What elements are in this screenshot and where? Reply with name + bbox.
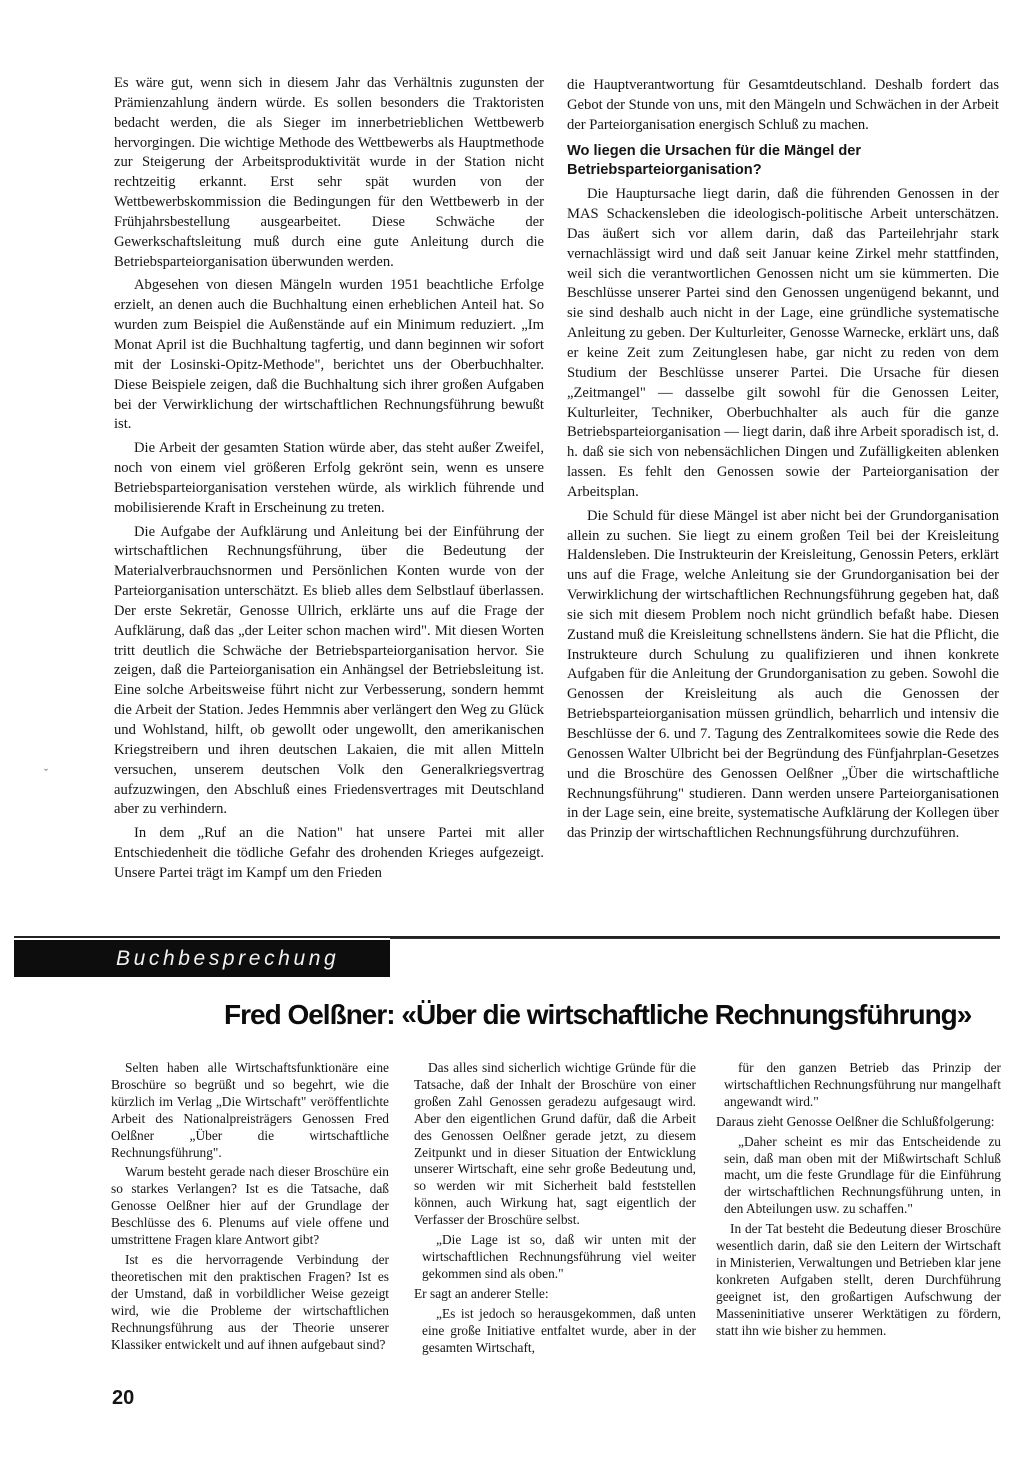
divider-rule-thin: [390, 938, 1000, 939]
paragraph: Er sagt an anderer Stelle:: [414, 1285, 549, 1301]
paragraph: Warum besteht gerade nach dieser Broschüre ein so starkes Verlangen? Ist es die Tatsache, daß Genosse Oelßner hier auf der Grundlage der Beschlüsse des 6. Plenums auf viele offene und umstrittene Fragen klare Antwort gibt?: [111, 1164, 389, 1248]
review-column-3: [716, 1060, 1001, 1343]
quote-paragraph: „Die Lage ist so, daß wir unten mit der wirtschaftlichen Rechnungsführung viel weiter gekommen sind als oben.": [422, 1232, 696, 1281]
paragraph: Ist es die hervorragende Verbindung der theoretischen mit den praktischen Fragen? Ist es der Umstand, daß in vorbildlicher Weise gezeigt wird, wie die Probleme der wirtschaftlichen Rechnungsführung aus der Theorie unserer Klassiker entwickelt und auf ihnen aufgebaut sind?: [111, 1251, 389, 1352]
quote-paragraph: für den ganzen Betrieb das Prinzip der wirtschaftlichen Rechnungsführung nur mangelhaft angewandt wird.": [724, 1060, 1001, 1109]
section-banner: Buchbesprechung: [14, 940, 390, 977]
paragraph: In dem „Ruf an die Nation" hat unsere Partei mit aller Entschiedenheit die tödliche Gefahr des drohenden Krieges aufgezeigt. Unsere Partei trägt im Kampf um den Frieden: [114, 825, 544, 881]
paragraph: Das alles sind sicherlich wichtige Gründe für die Tatsache, daß der Inhalt der Broschüre von einer großen Zahl Genossen geradezu aufgesaugt wird. Aber den eigentlichen Grund dafür, daß die Arbeit des Genossen Oelßner gerade jetzt, zu diesem Zeitpunkt und in dieser Situation der Entwicklung unserer Wirtschaft, eine sehr große Bedeutung und, so werden wir mit Sicherheit bald feststellen können, auch Wirkung hat, sagt eigentlich der Verfasser der Broschüre selbst.: [414, 1060, 696, 1228]
top-right-column: [567, 76, 999, 848]
quote-paragraph: „Daher scheint es mir das Entscheidende zu sein, daß man oben mit der Mißwirtschaft Schluß macht, um die feste Grundlage für die Einführung der wirtschaftlichen Rechnungsführung unten, in den Abteilungen usw. zu schaffen.": [724, 1133, 1001, 1217]
paragraph: Die Schuld für diese Mängel ist aber nicht bei der Grundorganisation allein zu suchen. Sie liegt zu einem großen Teil bei der Kreisleitung Haldensleben. Die Instrukteurin der Kreisleitung, Genossin Peters, erklärt uns auf die Frage, welche Anleitung sie der Grundorganisation bei der Verwirklichung der wirtschaftlichen Rechnungsführung gegeben hat, daß sie sich mit diesem Problem noch nicht gründlich befaßt habe. Diesen Zustand muß die Kreisleitung schnellstens ändern. Sie hat die Pflicht, die Instrukteure durch Schulung zu qualifizieren und ihnen konkrete Aufgaben für die Anleitung der Grundorganisation zu geben. Sowohl die Genossen der Kreisleitung als auch die Genossen der Betriebsparteiorganisation müssen gründlich, beharrlich und intensiv die Beschlüsse der 6. und 7. Tagung des Zentralkomitees sowie die Rede des Genossen Walter Ulbricht bei der Begründung des Fünfjahrplan-Gesetzes und die Broschüre des Genossen Oelßner „Über die wirtschaftliche Rechnungsführung" studieren. Dann werden unsere Parteiorganisationen in der Lage sein, eine breite, systematische Aufklärung der Kollegen über das Prinzip der wirtschaftlichen Rechnungsführung durchzuführen.: [567, 507, 999, 842]
paragraph: Abgesehen von diesen Mängeln wurden 1951 beachtliche Erfolge erzielt, an denen auch die Buchhaltung einen erheblichen Anteil hat. So wurden zum Beispiel die Außenstände auf ein Minimum reduziert. „Im Monat April ist die Buchhaltung tagfertig, und dann beginnen wir sofort mit der Losinski-Opitz-Methode", berichtet uns der Oberbuchhalter. Diese Beispiele zeigen, daß die Buchhaltung sich ihrer großen Aufgaben bei der Verwirklichung der wirtschaftlichen Rechnungsführung bewußt ist.: [114, 277, 544, 433]
review-column-1: [111, 1060, 389, 1356]
paragraph: Daraus zieht Genosse Oelßner die Schlußfolgerung:: [716, 1113, 995, 1129]
paragraph: In der Tat besteht die Bedeutung dieser Broschüre wesentlich darin, daß sie den Leitern der Wirtschaft in Ministerien, Verwaltungen und Betrieben klar jene konkreten Aufgaben stellt, deren Durchführung geeignet ist, den großartigen Aufschwung der Masseninitiative unserer Werktätigen zu fördern, statt ihn wie bisher zu hemmen.: [716, 1221, 1001, 1338]
page-number: 20: [112, 1387, 135, 1409]
paragraph: Die Arbeit der gesamten Station würde aber, das steht außer Zweifel, noch von einem viel größeren Erfolg gekrönt sein, wenn es unsere Betriebsparteiorganisation verstehen würde, als wirklich führende und mobilisierende Kraft in Erscheinung zu treten.: [114, 440, 544, 516]
section-heading: Wo liegen die Ursachen für die Mängel der Betriebsparteiorganisation?: [567, 142, 862, 179]
paragraph: die Hauptverantwortung für Gesamtdeutschland. Deshalb fordert das Gebot der Stunde von uns, mit den Mängeln und Schwächen in der Arbeit der Parteiorganisation energisch Schluß zu machen.: [567, 77, 999, 133]
quote-paragraph: „Es ist jedoch so herausgekommen, daß unten eine große Initiative entfaltet wurde, aber in der gesamten Wirtschaft,: [422, 1305, 696, 1355]
paragraph: Es wäre gut, wenn sich in diesem Jahr das Verhältnis zugunsten der Prämienzahlung ändern würde. Es sollen besonders die Traktoristen bedacht werden, die als Sieger im innerbetrieblichen Wettbewerb hervorgingen. Die wichtige Methode des Wettbewerbs als Hauptmethode zur Steigerung der Arbeitsproduktivität wurde in der Station nicht rechtzeitig erkannt. Erst sehr spät wurden von der Wettbewerbskommission die Bedingungen für den Wettbewerb in der Frühjahrsbestellung ausgearbeitet. Diese Schwäche der Gewerkschaftsleitung muß durch eine gute Anleitung durch die Betriebsparteiorganisation überwunden werden.: [114, 75, 544, 270]
review-column-2: [414, 1060, 696, 1359]
top-left-column: [114, 74, 544, 888]
article-title: Fred Oelßner: «Über die wirtschaftliche Rechnungsführung»: [224, 999, 972, 1030]
paragraph: Selten haben alle Wirtschaftsfunktionäre eine Broschüre so begrüßt und so begehrt, wie die kürzlich im Verlag „Die Wirtschaft" veröffentlichte Arbeit des Nationalpreisträgers Genossen Fred Oelßner „Über die wirtschaftliche Rechnungsführung".: [111, 1060, 389, 1160]
paragraph: Die Hauptursache liegt darin, daß die führenden Genossen in der MAS Schackensleben die ideologisch-politische Arbeit unterschätzen. Das äußert sich vor allem darin, daß das Parteilehrjahr stark vernachlässigt wird und daß seit Januar keine Zirkel mehr stattfinden, weil sich die verantwortlichen Genossen nicht um sie kümmerten. Die Beschlüsse unserer Partei sind den Genossen ungenügend bekannt, und sie sind deshalb auch nicht in der Lage, eine gründliche systematische Anleitung zu geben. Der Kulturleiter, Genosse Warnecke, erklärt uns, daß er keine Zeit zum Zeitunglesen habe, gar nicht zu reden von dem Studium der Beschlüsse unserer Partei. Die Ursache für diesen „Zeitmangel" — dasselbe gilt sowohl für die Genossen Leiter, Kulturleiter, Techniker, Oberbuchhalter als auch für die ganze Betriebsparteiorganisation — liegt darin, daß ihre Arbeit sporadisch ist, d. h. daß sie sich von nebensächlichen Dingen und Zufälligkeiten ablenken lassen. Es fehlt den Genossen sowie der Parteiorganisation der Arbeitsplan.: [567, 186, 999, 500]
scan-mark: ˇ: [44, 766, 48, 780]
paragraph: Die Aufgabe der Aufklärung und Anleitung bei der Einführung der wirtschaftlichen Rechnungsführung, über die Bedeutung der Materialverbrauchsnormen und Persönlichen Konten wurde von der Parteiorganisation unterschätzt. Es blieb alles dem Selbstlauf überlassen. Der erste Sekretär, Genosse Ullrich, erklärte uns auf die Frage der Aufklärung, daß das „der Leiter schon machen wird". Mit diesen Worten tritt deutlich die Schwäche der Betriebsparteiorganisation hervor. Sie zeigen, daß die Parteiorganisation ein Anhängsel der Betriebsleitung ist. Eine solche Arbeitsweise führt nicht zur Verbesserung, sondern hemmt die Arbeit der Station. Jedes Hemmnis aber verlängert den Weg zu Glück und Wohlstand, hilft, ob gewollt oder ungewollt, den amerikanischen Kriegstreibern und ihren deutschen Lakaien, die mit allen Mitteln versuchen, unserem deutschen Volk den Generalkriegsvertrag aufzuzwingen, den Abschluß eines Friedensvertrages mit Deutschland aber zu verhindern.: [114, 523, 544, 818]
